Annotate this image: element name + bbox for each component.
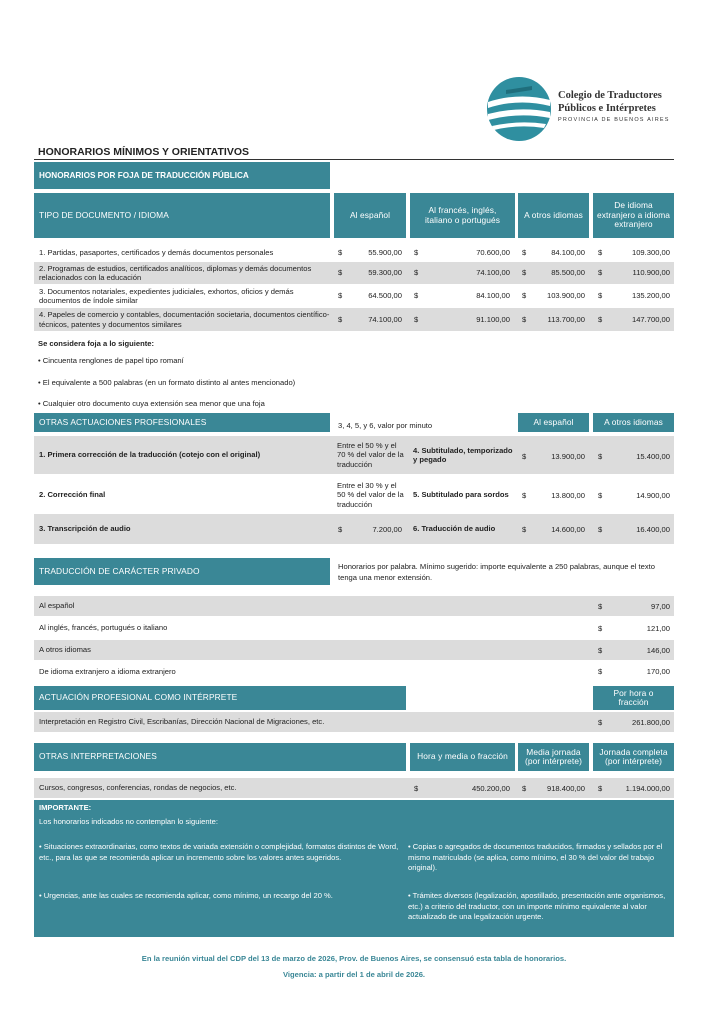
- dollar-sign: $: [414, 248, 419, 257]
- dollar-sign: $: [414, 315, 419, 324]
- foja-col-otros: A otros idiomas: [518, 193, 589, 238]
- foja-row-2-fr: 74.100,00: [476, 268, 510, 277]
- dollar-sign: $: [338, 248, 343, 257]
- privado-row-4-label: De idioma extranjero a idioma extranjero: [39, 667, 176, 677]
- dollar-sign: $: [598, 718, 603, 727]
- otras-heading: OTRAS ACTUACIONES PROFESIONALES: [34, 413, 330, 432]
- interprete-row-value: 261.800,00: [631, 718, 670, 727]
- logo-line2: Públicos e Intérpretes: [558, 103, 656, 114]
- foja-row-1-fr: 70.600,00: [476, 248, 510, 257]
- importante-title: IMPORTANTE:: [39, 803, 92, 812]
- foja-row-2-es: 59.300,00: [368, 268, 402, 277]
- title-rule: [34, 159, 674, 160]
- logo: [486, 76, 706, 142]
- importante-intro: Los honorarios indicados no contemplan lo siguiente:: [39, 817, 218, 826]
- interprete-heading: ACTUACIÓN PROFESIONAL COMO INTÉRPRETE: [34, 686, 406, 710]
- privado-row-1-value: 97,00: [650, 602, 670, 611]
- otras-row-2-v1: 13.800,00: [551, 491, 585, 500]
- dollar-sign: $: [522, 784, 527, 793]
- foja-bullet-2: • El equivalente a 500 palabras (en un formato distinto al antes mencionado): [38, 378, 296, 387]
- dollar-sign: $: [598, 667, 603, 676]
- privado-row-3-label: A otros idiomas: [39, 645, 91, 655]
- foja-col-doc: TIPO DE DOCUMENTO / IDIOMA: [34, 193, 330, 238]
- dollar-sign: $: [522, 525, 527, 534]
- otras-col-otros: A otros idiomas: [593, 413, 674, 432]
- dollar-sign: $: [338, 525, 343, 534]
- interprete-row-label: Interpretación en Registro Civil, Escribanías, Dirección Nacional de Migraciones, etc.: [39, 717, 325, 727]
- foja-row-4-es: 74.100,00: [368, 315, 402, 324]
- foja-row-4-label: 4. Papeles de comercio y contables, documentación societaria, documentos científico-técnicos, patentes y documentos similares: [39, 310, 330, 329]
- otras-row-2-val: Entre el 30 % y el 50 % del valor de la traducción: [337, 480, 404, 509]
- foja-row-4-fr: 91.100,00: [476, 315, 510, 324]
- logo-line1: Colegio de Traductores: [558, 90, 662, 101]
- otras-col-es: Al español: [518, 413, 589, 432]
- dollar-sign: $: [598, 291, 603, 300]
- foja-bullet-3: • Cualquier otro documento cuya extensión sea menor que una foja: [38, 399, 265, 408]
- foja-row-1-ext: 109.300,00: [631, 248, 670, 257]
- foja-col-fr: Al francés, inglés, italiano o portugués: [410, 193, 515, 238]
- otras-row-3-label: 3. Transcripción de audio: [39, 524, 131, 534]
- foja-row-2-ext: 110.900,00: [632, 268, 670, 277]
- foja-row-1-label: 1. Partidas, pasaportes, certificados y demás documentos personales: [39, 247, 274, 257]
- footer-line-1: En la reunión virtual del CDP del 13 de marzo de 2026, Prov. de Buenos Aires, se consensuó esta tabla de honorarios.: [141, 954, 567, 963]
- otras-row-3-label2: 6. Traducción de audio: [413, 524, 496, 534]
- otras-int-col3: Jornada completa (por intérprete): [593, 743, 674, 771]
- importante-bullet-4: • Trámites diversos (legalización, apostillado, presentación ante organismos, etc.) a criterio del traductor, con un importe mínimo equivalente al valor actualizado de una legalización urgente.: [408, 891, 666, 921]
- privado-row-1-label: Al español: [39, 601, 75, 611]
- page-title: HONORARIOS MÍNIMOS Y ORIENTATIVOS: [38, 146, 249, 158]
- dollar-sign: $: [598, 602, 603, 611]
- dollar-sign: $: [598, 624, 603, 633]
- otras-row-1-label: 1. Primera corrección de la traducción (cotejo con el original): [39, 450, 261, 460]
- privado-row-4-value: 170,00: [646, 667, 670, 676]
- otras-row-3-v1: 14.600,00: [551, 525, 585, 534]
- foja-row-3-es: 64.500,00: [368, 291, 402, 300]
- dollar-sign: $: [598, 784, 603, 793]
- privado-row-2-label: Al inglés, francés, portugués o italiano: [39, 623, 168, 633]
- dollar-sign: $: [522, 291, 527, 300]
- dollar-sign: $: [414, 784, 419, 793]
- foja-row-1-otros: 84.100,00: [551, 248, 585, 257]
- dollar-sign: $: [522, 268, 527, 277]
- otras-note: 3, 4, 5, y 6, valor por minuto: [338, 421, 433, 430]
- dollar-sign: $: [338, 315, 343, 324]
- foja-heading: HONORARIOS POR FOJA DE TRADUCCIÓN PÚBLICA: [34, 162, 330, 189]
- foja-col-es: Al español: [334, 193, 406, 238]
- otras-row-3-v2: 16.400,00: [636, 525, 670, 534]
- otras-row-2-label: 2. Corrección final: [39, 490, 106, 500]
- privado-note: Honorarios por palabra. Mínimo sugerido: importe equivalente a 250 palabras, aunque el texto tenga una menor extensión.: [338, 562, 656, 582]
- importante-bullet-1: • Situaciones extraordinarias, como textos de variada extensión o complejidad, formatos distintos de Word, etc., para las que se recomienda aplicar un incremento sobre los valores antes sugeridos.: [39, 842, 399, 862]
- dollar-sign: $: [598, 315, 603, 324]
- foja-row-1-es: 55.900,00: [368, 248, 402, 257]
- otras-row-3-val: 7.200,00: [372, 525, 402, 534]
- foja-col-ext: De idioma extranjero a idioma extranjero: [593, 193, 674, 238]
- dollar-sign: $: [338, 268, 343, 277]
- foja-row-3-otros: 103.900,00: [546, 291, 585, 300]
- dollar-sign: $: [414, 291, 419, 300]
- dollar-sign: $: [522, 315, 527, 324]
- otras-row-1-v2: 15.400,00: [636, 452, 670, 461]
- interprete-col: Por hora o fracción: [593, 686, 674, 710]
- privado-row-3-value: 146,00: [646, 646, 670, 655]
- dollar-sign: $: [598, 268, 603, 277]
- foja-row-3-fr: 84.100,00: [476, 291, 510, 300]
- foja-row-3-ext: 135.200,00: [631, 291, 670, 300]
- importante-bullet-3: • Urgencias, ante las cuales se recomienda aplicar, como mínimo, un recargo del 20 %.: [39, 891, 333, 900]
- dollar-sign: $: [598, 525, 603, 534]
- dollar-sign: $: [598, 248, 603, 257]
- foja-row-2-otros: 85.500,00: [551, 268, 585, 277]
- dollar-sign: $: [522, 491, 527, 500]
- dollar-sign: $: [522, 452, 527, 461]
- otras-int-v1: 450.200,00: [471, 784, 510, 793]
- logo-line3: PROVINCIA DE BUENOS AIRES: [558, 117, 670, 123]
- otras-int-v2: 918.400,00: [546, 784, 585, 793]
- importante-bullet-2: • Copias o agregados de documentos traducidos, firmados y sellados por el mismo matriculado (se aplica, como mínimo, el 30 % del valor del trabajo original).: [408, 842, 663, 872]
- dollar-sign: $: [338, 291, 343, 300]
- logo-emblem: [486, 76, 552, 142]
- otras-int-v3: 1.194.000,00: [625, 784, 670, 793]
- otras-int-col2: Media jornada (por intérprete): [518, 743, 589, 771]
- otras-int-col1: Hora y media o fracción: [410, 743, 515, 771]
- dollar-sign: $: [414, 268, 419, 277]
- foja-note-title: Se considera foja a lo siguiente:: [38, 339, 155, 348]
- privado-row-2-value: 121,00: [646, 624, 670, 633]
- foja-row-4-otros: 113.700,00: [547, 315, 585, 324]
- dollar-sign: $: [598, 452, 603, 461]
- privado-heading: TRADUCCIÓN DE CARÁCTER PRIVADO: [34, 558, 330, 585]
- dollar-sign: $: [522, 248, 527, 257]
- otras-row-2-label2: 5. Subtitulado para sordos: [413, 490, 509, 500]
- foja-row-2-label: 2. Programas de estudios, certificados analíticos, diplomas y demás documentos relacionados con la educación: [39, 263, 312, 282]
- otras-int-heading: OTRAS INTERPRETACIONES: [34, 743, 406, 771]
- otras-row-1-val: Entre el 50 % y el 70 % del valor de la traducción: [337, 440, 404, 469]
- dollar-sign: $: [598, 646, 603, 655]
- importante-box: [34, 800, 674, 937]
- otras-row-2-v2: 14.900,00: [636, 491, 670, 500]
- otras-int-row-label: Cursos, congresos, conferencias, rondas de negocios, etc.: [39, 783, 237, 793]
- foja-row-4-ext: 147.700,00: [631, 315, 670, 324]
- otras-row-1-v1: 13.900,00: [551, 452, 585, 461]
- dollar-sign: $: [598, 491, 603, 500]
- footer-line-2: Vigencia: a partir del 1 de abril de 2026.: [282, 970, 426, 979]
- foja-row-3-label: 3. Documentos notariales, expedientes judiciales, exhortos, oficios y demás documentos de índole similar: [39, 286, 294, 305]
- foja-bullet-1: • Cincuenta renglones de papel tipo romaní: [38, 356, 184, 365]
- otras-row-1-label2: 4. Subtitulado, temporizado y pegado: [413, 445, 513, 464]
